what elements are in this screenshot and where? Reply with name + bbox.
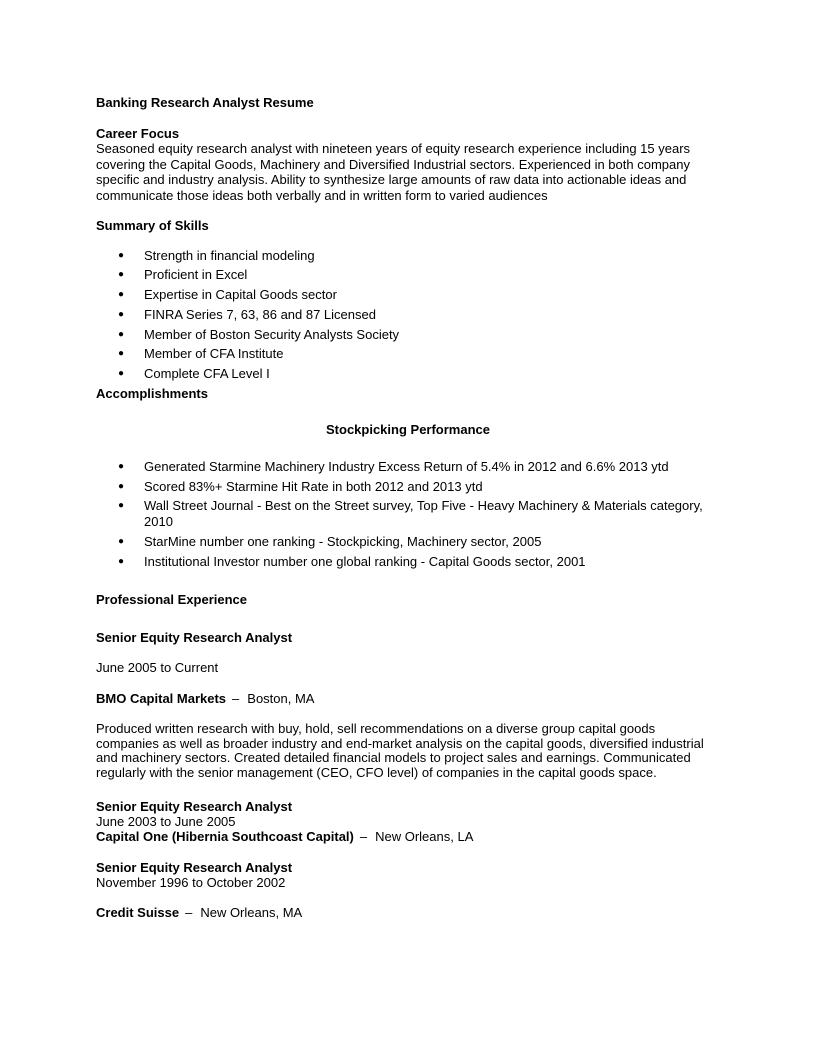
company-name: Credit Suisse bbox=[96, 905, 180, 921]
list-item: ● Strength in financial modeling bbox=[118, 247, 315, 263]
stockpicking-subheading: Stockpicking Performance bbox=[326, 422, 490, 438]
company-name: BMO Capital Markets bbox=[96, 690, 227, 706]
job-location: Boston, MA bbox=[247, 690, 315, 706]
job-company-line bbox=[96, 691, 720, 707]
bullet-icon: ● bbox=[118, 480, 125, 492]
job-dates: June 2005 to Current bbox=[96, 660, 219, 676]
job-company-line bbox=[96, 905, 720, 921]
list-item: ● FINRA Series 7, 63, 86 and 87 Licensed bbox=[118, 306, 376, 322]
job-title: Senior Equity Research Analyst bbox=[96, 860, 293, 876]
bullet-icon: ● bbox=[118, 328, 125, 340]
list-item: ● Complete CFA Level I bbox=[118, 366, 270, 382]
job-title: Senior Equity Research Analyst bbox=[96, 629, 293, 645]
bullet-icon: ● bbox=[118, 555, 125, 567]
career-focus-heading: Career Focus bbox=[96, 125, 180, 141]
job-dates: November 1996 to October 2002 bbox=[96, 875, 286, 891]
list-item: ● Member of Boston Security Analysts Society bbox=[118, 326, 400, 342]
skills-list bbox=[96, 248, 720, 382]
list-item: ● Scored 83%+ Starmine Hit Rate in both 2012 and 2013 ytd bbox=[118, 478, 483, 494]
job-description: Produced written research with buy, hold, sell recommendations on a diverse group capital goods companies as well as broader industry and end-market analysis on the capital goods, diversified industrial and machinery sectors. Created detailed financial models to project sales and earnings. Communicated regularly with the senior management (CEO, CFO level) of companies in the capital goods space. bbox=[96, 721, 704, 780]
bullet-icon: ● bbox=[118, 535, 125, 547]
bullet-icon: ● bbox=[118, 269, 125, 281]
list-item: ● StarMine number one ranking - Stockpicking, Machinery sector, 2005 bbox=[118, 533, 542, 549]
bullet-icon: ● bbox=[118, 460, 125, 472]
list-item: ● Wall Street Journal - Best on the Street survey, Top Five - Heavy Machinery & Materials category, 2010 bbox=[118, 498, 703, 529]
dash-separator: – bbox=[359, 829, 368, 845]
job-location: New Orleans, MA bbox=[200, 905, 303, 921]
bullet-icon: ● bbox=[118, 368, 125, 380]
experience-heading: Professional Experience bbox=[96, 592, 248, 608]
job-dates: June 2003 to June 2005 bbox=[96, 814, 236, 830]
bullet-icon: ● bbox=[118, 289, 125, 301]
accomplishments-list bbox=[96, 459, 720, 569]
resume-document bbox=[96, 95, 720, 921]
list-item: ● Proficient in Excel bbox=[118, 267, 248, 283]
job-location: New Orleans, LA bbox=[375, 829, 474, 845]
job-title: Senior Equity Research Analyst bbox=[96, 799, 293, 815]
company-name: Capital One (Hibernia Southcoast Capital) bbox=[96, 829, 354, 845]
bullet-icon: ● bbox=[118, 249, 125, 261]
accomplishments-heading: Accomplishments bbox=[96, 385, 208, 401]
dash-separator: – bbox=[232, 690, 240, 706]
list-item: ● Member of CFA Institute bbox=[118, 346, 284, 362]
bullet-icon: ● bbox=[118, 308, 125, 320]
list-item: ● Expertise in Capital Goods sector bbox=[118, 287, 337, 303]
career-focus-text: Seasoned equity research analyst with nineteen years of equity research experience including 15 years covering the Capital Goods, Machinery and Diversified Industrial sectors. Experienced in both company specific and industry analysis. Ability to synthesize large amounts of raw data into actionable ideas and communicate those ideas both verbally and in written form to varied audiences bbox=[96, 141, 691, 203]
bullet-icon: ● bbox=[118, 500, 125, 512]
dash-separator: – bbox=[185, 905, 193, 921]
list-item: ● Generated Starmine Machinery Industry Excess Return of 5.4% in 2012 and 6.6% 2013 ytd bbox=[118, 458, 669, 474]
list-item: ● Institutional Investor number one global ranking - Capital Goods sector, 2001 bbox=[118, 553, 586, 569]
bullet-icon: ● bbox=[118, 348, 125, 360]
job-company-line bbox=[96, 829, 720, 845]
skills-heading: Summary of Skills bbox=[96, 218, 209, 233]
document-title: Banking Research Analyst Resume bbox=[96, 95, 314, 110]
